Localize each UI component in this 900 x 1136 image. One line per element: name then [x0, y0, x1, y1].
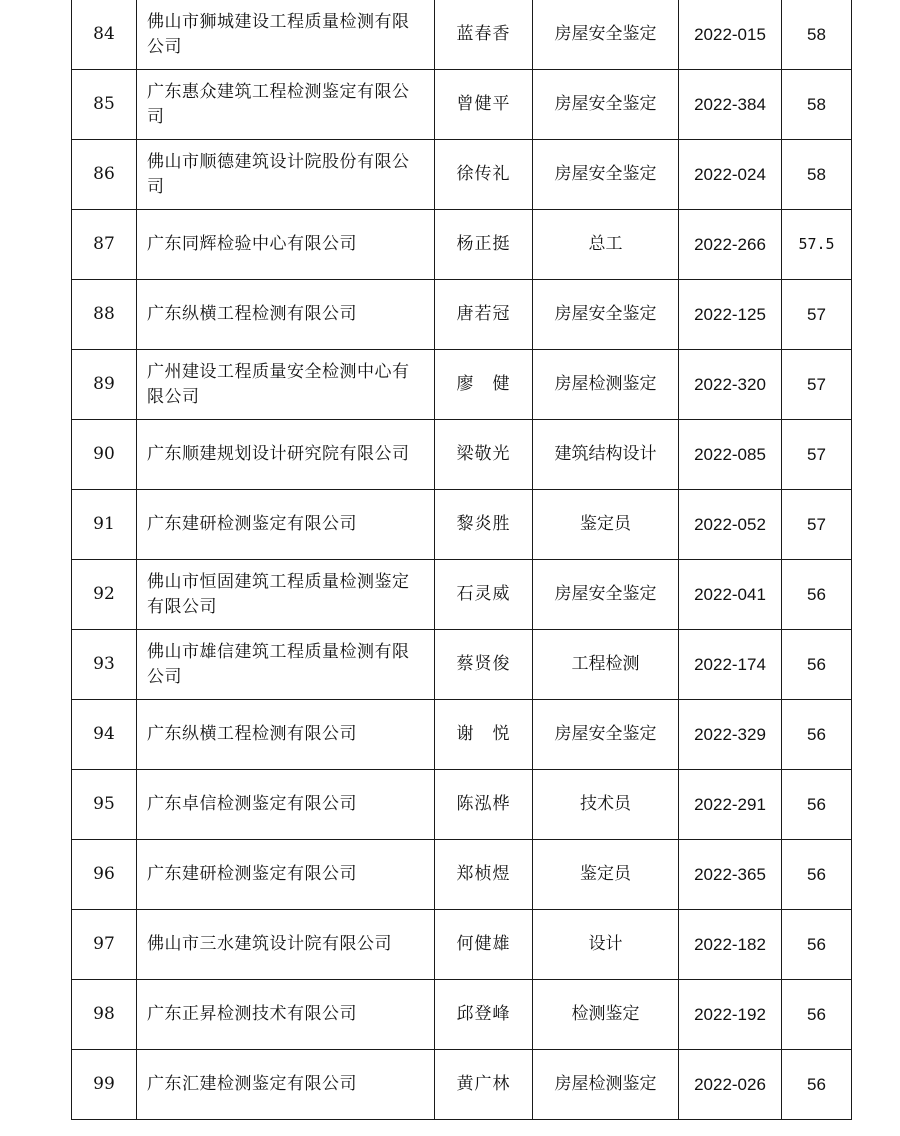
score: 57 [782, 280, 852, 350]
table-row [72, 910, 852, 980]
score: 56 [782, 910, 852, 980]
person-name: 陈泓桦 [435, 770, 533, 840]
table-row [72, 140, 852, 210]
row-number: 92 [72, 560, 137, 630]
specialty: 建筑结构设计 [533, 420, 679, 490]
person-name: 黄广林 [435, 1050, 533, 1120]
certificate-number: 2022-085 [679, 420, 782, 490]
table-row [72, 490, 852, 560]
specialty: 房屋安全鉴定 [533, 70, 679, 140]
certificate-number: 2022-174 [679, 630, 782, 700]
row-number: 99 [72, 1050, 137, 1120]
company-name: 佛山市雄信建筑工程质量检测有限公司 [137, 630, 435, 700]
specialty: 房屋安全鉴定 [533, 280, 679, 350]
table-row [72, 1050, 852, 1120]
score: 56 [782, 560, 852, 630]
specialty: 房屋安全鉴定 [533, 700, 679, 770]
table-row [72, 210, 852, 280]
company-name: 广东建研检测鉴定有限公司 [137, 490, 435, 560]
table-row [72, 980, 852, 1050]
certificate-number: 2022-182 [679, 910, 782, 980]
row-number: 87 [72, 210, 137, 280]
company-name: 佛山市恒固建筑工程质量检测鉴定有限公司 [137, 560, 435, 630]
specialty: 房屋安全鉴定 [533, 140, 679, 210]
score: 56 [782, 700, 852, 770]
table-row [72, 420, 852, 490]
person-name: 邱登峰 [435, 980, 533, 1050]
company-name: 广东卓信检测鉴定有限公司 [137, 770, 435, 840]
certificate-number: 2022-384 [679, 70, 782, 140]
specialty: 技术员 [533, 770, 679, 840]
score: 57 [782, 490, 852, 560]
person-name: 蔡贤俊 [435, 630, 533, 700]
score: 57 [782, 350, 852, 420]
row-number: 84 [72, 0, 137, 70]
table-row [72, 560, 852, 630]
certificate-number: 2022-329 [679, 700, 782, 770]
row-number: 90 [72, 420, 137, 490]
certificate-number: 2022-052 [679, 490, 782, 560]
specialty: 总工 [533, 210, 679, 280]
table-row [72, 280, 852, 350]
certificate-number: 2022-291 [679, 770, 782, 840]
certificate-number: 2022-026 [679, 1050, 782, 1120]
row-number: 98 [72, 980, 137, 1050]
company-name: 广东同辉检验中心有限公司 [137, 210, 435, 280]
score: 57 [782, 420, 852, 490]
company-name: 广东汇建检测鉴定有限公司 [137, 1050, 435, 1120]
person-name: 何健雄 [435, 910, 533, 980]
row-number: 86 [72, 140, 137, 210]
specialty: 房屋检测鉴定 [533, 350, 679, 420]
certificate-number: 2022-125 [679, 280, 782, 350]
row-number: 97 [72, 910, 137, 980]
table-row [72, 0, 852, 70]
score: 56 [782, 770, 852, 840]
company-name: 广州建设工程质量安全检测中心有限公司 [137, 350, 435, 420]
score: 56 [782, 980, 852, 1050]
row-number: 85 [72, 70, 137, 140]
person-name: 徐传礼 [435, 140, 533, 210]
person-name: 黎炎胜 [435, 490, 533, 560]
row-number: 94 [72, 700, 137, 770]
specialty: 检测鉴定 [533, 980, 679, 1050]
company-name: 广东正昇检测技术有限公司 [137, 980, 435, 1050]
company-name: 广东顺建规划设计研究院有限公司 [137, 420, 435, 490]
specialty: 设计 [533, 910, 679, 980]
row-number: 89 [72, 350, 137, 420]
score: 58 [782, 0, 852, 70]
score: 56 [782, 840, 852, 910]
table-row [72, 70, 852, 140]
table-row [72, 350, 852, 420]
certificate-number: 2022-015 [679, 0, 782, 70]
specialty: 房屋安全鉴定 [533, 560, 679, 630]
company-name: 广东纵横工程检测有限公司 [137, 700, 435, 770]
certificate-number: 2022-320 [679, 350, 782, 420]
person-name: 杨正挺 [435, 210, 533, 280]
certificate-number: 2022-024 [679, 140, 782, 210]
table-row [72, 630, 852, 700]
results-table [71, 0, 852, 1120]
person-name: 曾健平 [435, 70, 533, 140]
person-name: 郑桢煜 [435, 840, 533, 910]
score: 58 [782, 140, 852, 210]
table-row [72, 770, 852, 840]
score: 57.5 [782, 210, 852, 280]
person-name: 梁敬光 [435, 420, 533, 490]
certificate-number: 2022-192 [679, 980, 782, 1050]
person-name: 廖 健 [435, 350, 533, 420]
row-number: 96 [72, 840, 137, 910]
person-name: 蓝春香 [435, 0, 533, 70]
row-number: 88 [72, 280, 137, 350]
specialty: 房屋安全鉴定 [533, 0, 679, 70]
certificate-number: 2022-266 [679, 210, 782, 280]
specialty: 房屋检测鉴定 [533, 1050, 679, 1120]
company-name: 佛山市狮城建设工程质量检测有限公司 [137, 0, 435, 70]
person-name: 唐若冠 [435, 280, 533, 350]
person-name: 谢 悦 [435, 700, 533, 770]
company-name: 佛山市三水建筑设计院有限公司 [137, 910, 435, 980]
row-number: 91 [72, 490, 137, 560]
certificate-number: 2022-041 [679, 560, 782, 630]
table-row [72, 840, 852, 910]
company-name: 广东纵横工程检测有限公司 [137, 280, 435, 350]
specialty: 工程检测 [533, 630, 679, 700]
person-name: 石灵威 [435, 560, 533, 630]
specialty: 鉴定员 [533, 490, 679, 560]
table-row [72, 700, 852, 770]
score: 58 [782, 70, 852, 140]
company-name: 广东惠众建筑工程检测鉴定有限公司 [137, 70, 435, 140]
score: 56 [782, 1050, 852, 1120]
row-number: 93 [72, 630, 137, 700]
company-name: 佛山市顺德建筑设计院股份有限公司 [137, 140, 435, 210]
score: 56 [782, 630, 852, 700]
results-table-body [72, 0, 852, 1120]
specialty: 鉴定员 [533, 840, 679, 910]
certificate-number: 2022-365 [679, 840, 782, 910]
row-number: 95 [72, 770, 137, 840]
company-name: 广东建研检测鉴定有限公司 [137, 840, 435, 910]
